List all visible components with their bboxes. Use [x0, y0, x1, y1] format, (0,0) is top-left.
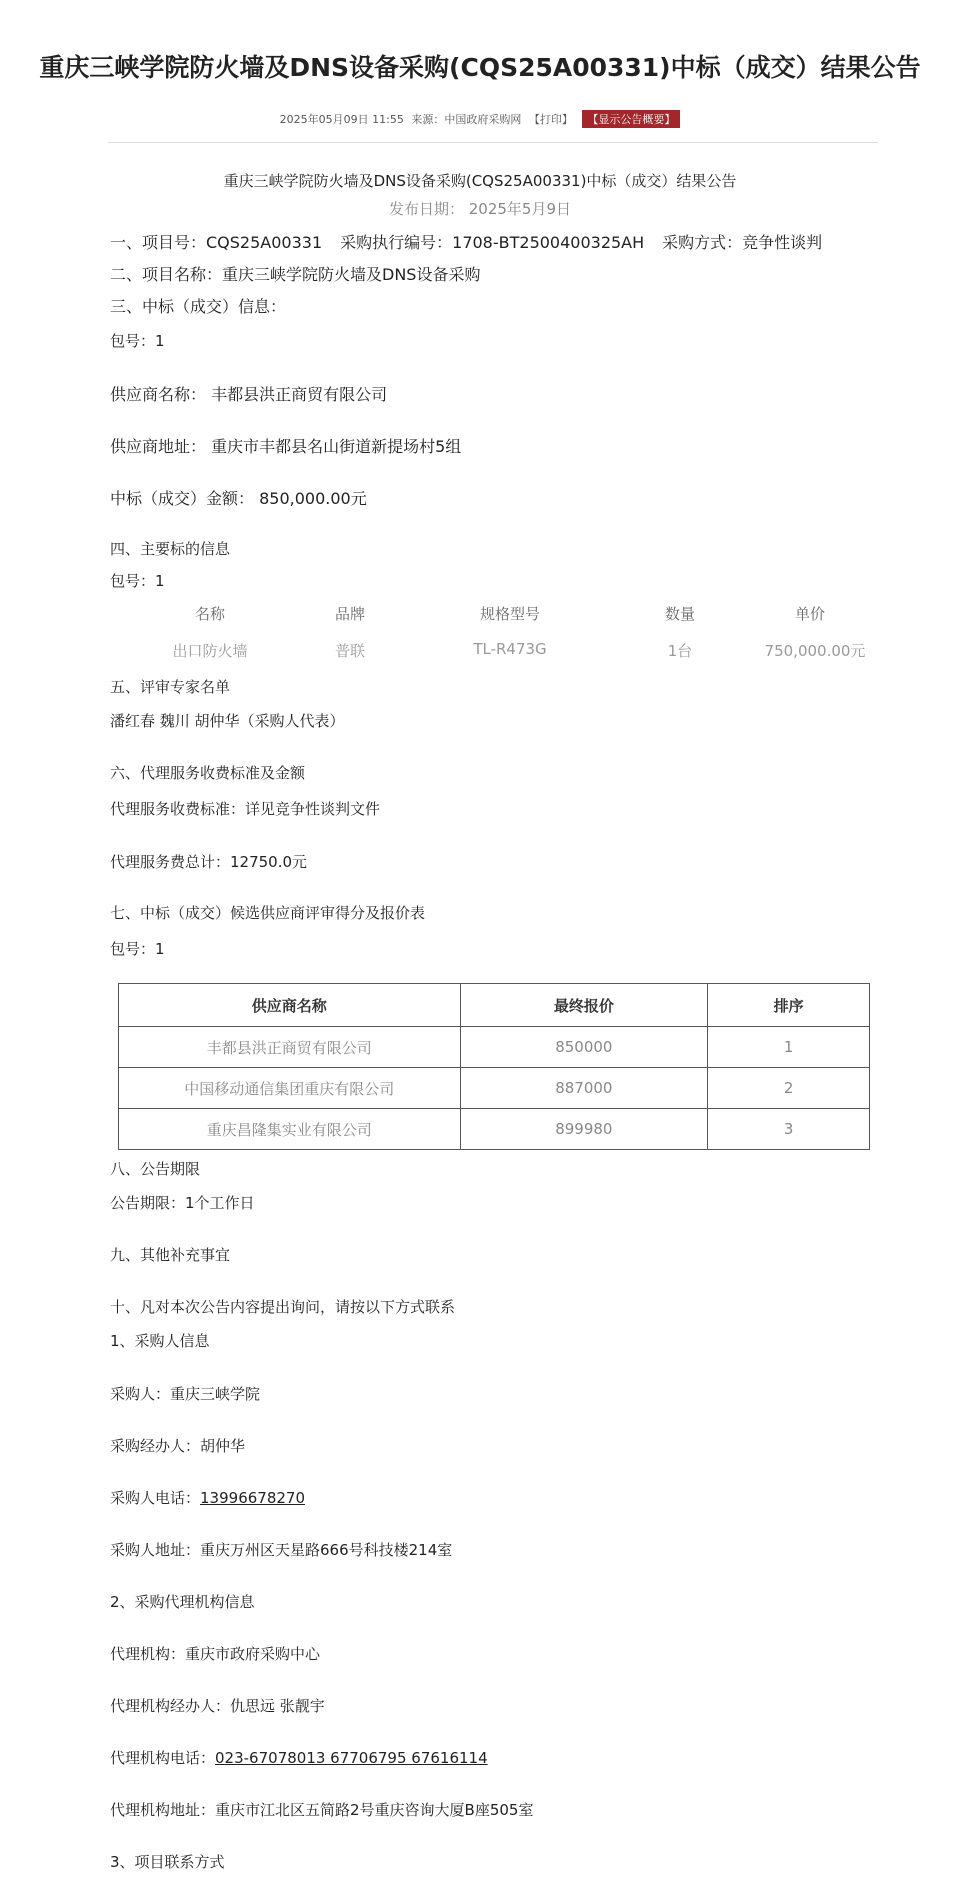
item-price: 750,000.00元	[764, 642, 866, 660]
candidate-name: 重庆昌隆集实业有限公司	[119, 1109, 461, 1150]
candidate-price: 899980	[460, 1109, 708, 1150]
item-model: TL-R473G	[473, 640, 547, 658]
notice-period-heading: 八、公告期限	[110, 1160, 201, 1178]
award-amount: 中标（成交）金额： 850,000.00元	[110, 489, 367, 508]
agency-address: 代理机构地址：重庆市江北区五简路2号重庆咨询大厦B座505室	[110, 1801, 534, 1819]
show-summary-button[interactable]: 【显示公告概要】	[582, 110, 680, 128]
main-items-heading: 四、主要标的信息	[110, 540, 231, 558]
items-col-brand: 品牌	[334, 605, 365, 623]
agency-fee-heading: 六、代理服务收费标准及金额	[110, 764, 306, 782]
items-package-number: 包号：1	[110, 572, 165, 590]
candidate-rank: 2	[708, 1068, 870, 1109]
candidates-table-header	[119, 984, 870, 1027]
print-button[interactable]: 【打印】	[528, 113, 573, 126]
col-final-price: 最终报价	[460, 984, 708, 1027]
item-quantity: 1台	[667, 642, 693, 660]
agency-fee-standard: 代理服务收费标准：详见竞争性谈判文件	[110, 800, 381, 818]
candidates-heading: 七、中标（成交）候选供应商评审得分及报价表	[110, 904, 426, 922]
items-col-quantity: 数量	[664, 605, 695, 623]
divider	[108, 142, 878, 143]
award-info-heading: 三、中标（成交）信息：	[110, 297, 287, 316]
table-row	[119, 1109, 870, 1150]
candidate-price: 850000	[460, 1027, 708, 1068]
page-title: 重庆三峡学院防火墙及DNS设备采购(CQS25A00331)中标（成交）结果公告	[39, 53, 921, 82]
agency-phone-label: 代理机构电话：	[110, 1749, 216, 1767]
document-subtitle: 重庆三峡学院防火墙及DNS设备采购(CQS25A00331)中标（成交）结果公告	[223, 172, 737, 190]
award-package-number: 包号：1	[110, 332, 165, 350]
agency-contact-persons: 代理机构经办人：仇思远 张靓宇	[110, 1697, 325, 1715]
agency-name: 代理机构：重庆市政府采购中心	[110, 1645, 321, 1663]
agency-info-heading: 2、采购代理机构信息	[110, 1593, 255, 1611]
item-brand: 普联	[334, 642, 365, 660]
table-row	[119, 1068, 870, 1109]
notice-period: 公告期限：1个工作日	[110, 1194, 255, 1212]
meta-bar	[0, 110, 960, 128]
buyer-info-heading: 1、采购人信息	[110, 1332, 210, 1350]
candidate-rank: 3	[708, 1109, 870, 1150]
project-contact-heading: 3、项目联系方式	[110, 1853, 225, 1871]
source-label: 来源：中国政府采购网	[411, 113, 522, 126]
items-col-model: 规格型号	[479, 605, 540, 623]
other-matters-heading: 九、其他补充事宜	[110, 1246, 231, 1264]
col-rank: 排序	[708, 984, 870, 1027]
candidate-price: 887000	[460, 1068, 708, 1109]
buyer-phone-line	[110, 1487, 305, 1508]
experts-heading: 五、评审专家名单	[110, 678, 231, 696]
buyer-address: 采购人地址：重庆万州区天星路666号科技楼214室	[110, 1541, 453, 1559]
agency-fee-total: 代理服务费总计：12750.0元	[110, 853, 308, 871]
project-number: 一、项目号：CQS25A00331	[110, 233, 323, 252]
experts-list: 潘红春 魏川 胡仲华（采购人代表）	[110, 712, 345, 730]
project-name: 二、项目名称：重庆三峡学院防火墙及DNS设备采购	[110, 265, 481, 284]
winning-supplier-address: 供应商地址： 重庆市丰都县名山街道新提场村5组	[110, 437, 462, 456]
contact-heading: 十、凡对本次公告内容提出询问，请按以下方式联系	[110, 1298, 456, 1316]
items-col-name: 名称	[194, 605, 225, 623]
buyer-name: 采购人：重庆三峡学院	[110, 1385, 261, 1403]
item-name: 出口防火墙	[172, 642, 248, 660]
buyer-phone-link[interactable]: 13996678270	[200, 1489, 305, 1507]
candidate-name: 丰都县洪正商贸有限公司	[119, 1027, 461, 1068]
agency-phone-link[interactable]: 023-67078013 67706795 67616114	[215, 1749, 488, 1767]
buyer-phone-label: 采购人电话：	[110, 1489, 201, 1507]
buyer-contact-person: 采购经办人：胡仲华	[110, 1437, 246, 1455]
procurement-method: 采购方式：竞争性谈判	[662, 233, 823, 252]
execution-number: 采购执行编号：1708-BT2500400325AH	[340, 233, 645, 252]
items-col-price: 单价	[794, 605, 825, 623]
candidates-table	[118, 983, 870, 1150]
candidates-package-number: 包号：1	[110, 940, 165, 958]
table-row	[119, 1027, 870, 1068]
publish-datetime: 2025年05月09日 11:55	[279, 113, 404, 126]
winning-supplier-name: 供应商名称： 丰都县洪正商贸有限公司	[110, 385, 388, 404]
col-supplier-name: 供应商名称	[119, 984, 461, 1027]
candidate-rank: 1	[708, 1027, 870, 1068]
project-info-line	[110, 230, 822, 253]
candidate-name: 中国移动通信集团重庆有限公司	[119, 1068, 461, 1109]
publish-date: 发布日期： 2025年5月9日	[388, 200, 572, 218]
agency-phone-line	[110, 1747, 488, 1768]
